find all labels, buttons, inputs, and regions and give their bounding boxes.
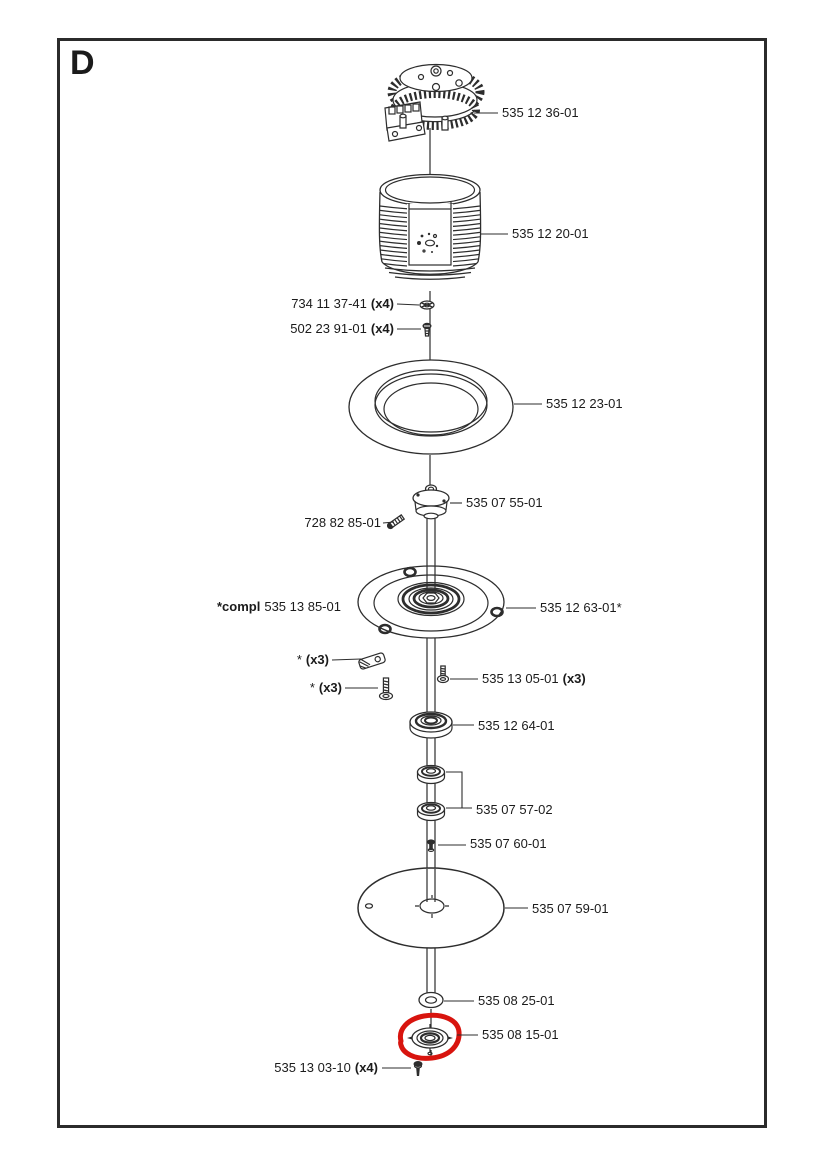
lock-washer-drawing: [420, 301, 434, 309]
motor-drawing: [385, 65, 480, 142]
part-label-set-screw: 728 82 85-01: [304, 515, 381, 530]
part-label-trim-ring: 535 12 23-01: [546, 396, 623, 411]
part-label-clip: * (x3): [296, 652, 329, 667]
bearing-pair-drawing: [418, 766, 445, 821]
part-label-washer-bottom: 535 08 25-01: [478, 993, 555, 1008]
damper-disc-drawing: [358, 566, 504, 638]
part-label-flange-hub: 535 08 15-01: [482, 1027, 559, 1042]
part-label-canister: 535 12 20-01: [512, 226, 589, 241]
part-label-clip-screw: * (x3): [309, 680, 342, 695]
part-label-motor-screw: 502 23 91-01 (x4): [290, 321, 394, 336]
part-label-hub: 535 07 55-01: [466, 495, 543, 510]
trim-ring-drawing: [349, 360, 513, 454]
part-label-bearing-upper: 535 12 64-01: [478, 718, 555, 733]
washer-bottom-drawing: [419, 993, 443, 1008]
canister-drawing: [379, 175, 480, 280]
flange-screw-drawing: [414, 1061, 423, 1076]
spacer-drawing: [427, 839, 435, 851]
disc-screw-drawing: [438, 666, 449, 683]
part-label-motor: 535 12 36-01: [502, 105, 579, 120]
part-label-bearing-pair: 535 07 57-02: [476, 802, 553, 817]
bearing-upper-drawing: [410, 712, 452, 738]
clip-drawing: [358, 652, 386, 670]
hub-drawing: [413, 485, 449, 519]
part-label-flange-screw: 535 13 03-10 (x4): [274, 1060, 378, 1075]
clip-screw-drawing: [380, 678, 393, 700]
part-label-lock-washer: 734 11 37-41 (x4): [291, 296, 394, 311]
flange-hub-drawing: [407, 1024, 453, 1055]
part-label-damper-disc: 535 12 63-01*: [540, 600, 622, 615]
part-label-disc-screw: 535 13 05-01 (x3): [482, 671, 586, 686]
part-label-plate-disc: 535 07 59-01: [532, 901, 609, 916]
part-label-spacer: 535 07 60-01: [470, 836, 547, 851]
part-label-complete-assembly: *compl 535 13 85-01: [217, 599, 341, 614]
plate-disc-drawing: [358, 868, 504, 948]
section-letter: D: [70, 44, 95, 82]
